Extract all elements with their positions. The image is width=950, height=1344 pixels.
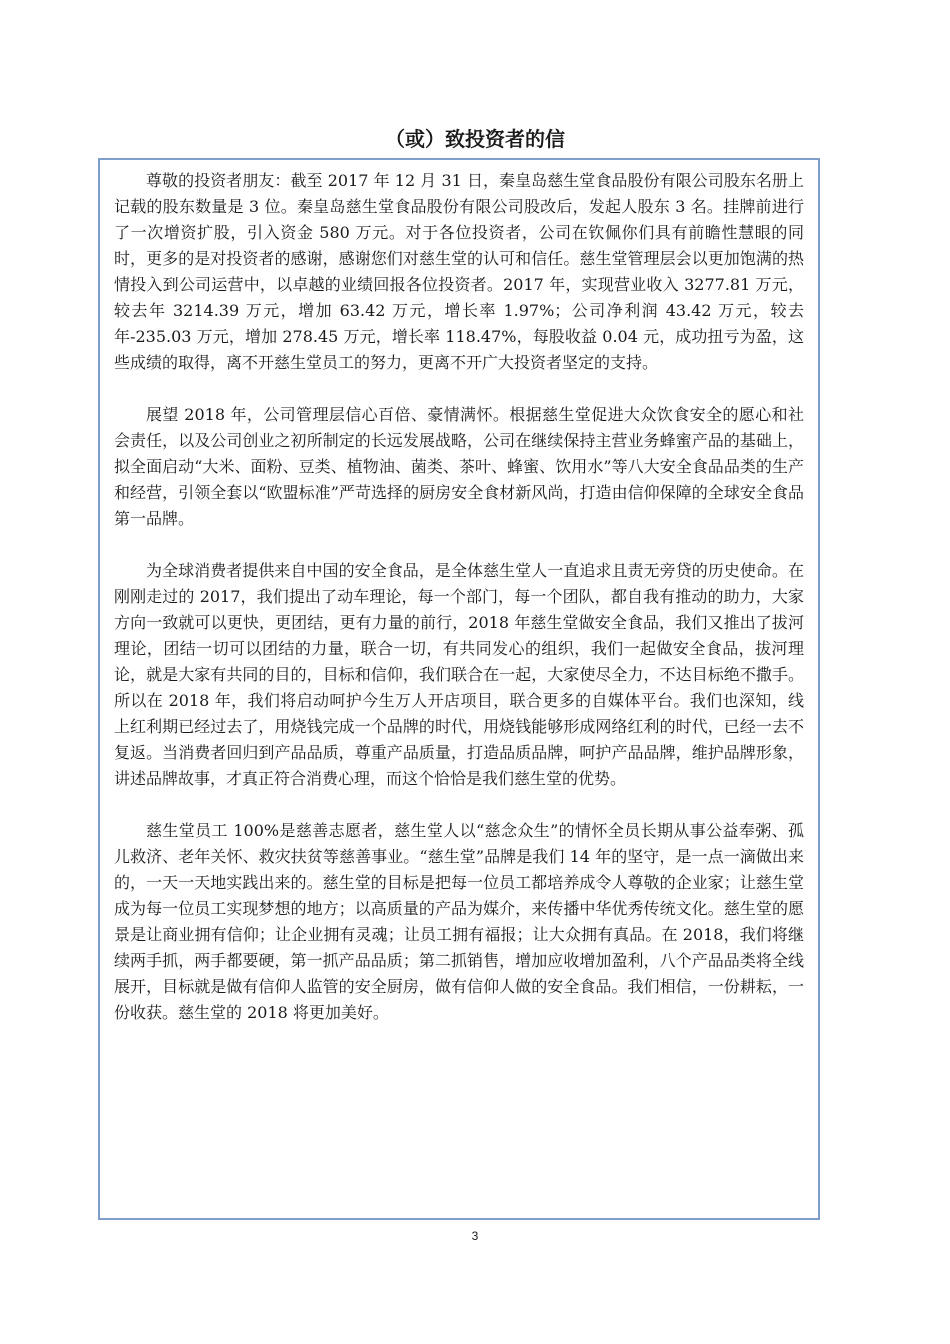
letter-paragraph-2: 展望 2018 年，公司管理层信心百倍、豪情满怀。根据慈生堂促进大众饮食安全的愿心和社会责任，以及公司创业之初所制定的长远发展战略，公司在继续保持主营业务蜂蜜产品的基础上，拟全面启动“大米、面粉、豆类、植物油、菌类、茶叶、蜂蜜、饮用水”等八大安全食品品类的生产和经营，引领全套以“欧盟标准”严苛选择的厨房安全食材新风尚，打造由信仰保障的全球安全食品第一品牌。 (114, 405, 804, 528)
letter-paragraph-3: 为全球消费者提供来自中国的安全食品，是全体慈生堂人一直追求且责无旁贷的历史使命。在刚刚走过的 2017，我们提出了动车理论，每一个部门，每一个团队，都自我有推动的助力，大家方向一致就可以更快，更团结，更有力量的前行，2018 年慈生堂做安全食品，我们又推出了拔河理论，团结一切可以团结的力量，联合一切，有共同发心的组织，我们一起做安全食品，拔河理论，就是大家有共同的目的，目标和信仰，我们联合在一起，大家使尽全力，不达目标绝不撒手。所以在 2018 年，我们将启动呵护今生万人开店项目，联合更多的自媒体平台。我们也深知，线上红利期已经过去了，用烧钱完成一个品牌的时代，用烧钱能够形成网络红利的时代，已经一去不复返。当消费者回归到产品品质，尊重产品质量，打造品质品牌，呵护产品品牌，维护品牌形象，讲述品牌故事，才真正符合消费心理，而这个恰恰是我们慈生堂的优势。 (114, 561, 804, 788)
page-number: 3 (471, 1229, 479, 1243)
letter-paragraph-4: 慈生堂员工 100%是慈善志愿者，慈生堂人以“慈念众生”的情怀全员长期从事公益奉粥、孤儿救济、老年关怀、救灾扶贫等慈善事业。“慈生堂”品牌是我们 14 年的坚守，是一点一滴做出来的，一天一天地实践出来的。慈生堂的目标是把每一位员工都培养成令人尊敬的企业家；让慈生堂成为每一位员工实现梦想的地方；以高质量的产品为媒介，来传播中华优秀传统文化。慈生堂的愿景是让商业拥有信仰；让企业拥有灵魂；让员工拥有福报；让大众拥有真品。在 2018，我们将继续两手抓，两手都要硬，第一抓产品品质；第二抓销售，增加应收增加盈利，八个产品品类将全线展开，目标就是做有信仰人监管的安全厨房，做有信仰人做的安全食品。我们相信，一份耕耘，一份收获。慈生堂的 2018 将更加美好。 (114, 821, 804, 1022)
letter-box (98, 158, 820, 1220)
letter-paragraph-1: 尊敬的投资者朋友：截至 2017 年 12 月 31 日，秦皇岛慈生堂食品股份有限公司股东名册上记载的股东数量是 3 位。秦皇岛慈生堂食品股份有限公司股改后，发起人股东 3 名。挂牌前进行了一次增资扩股，引入资金 580 万元。对于各位投资者，公司在钦佩你们具有前瞻性慧眼的同时，更多的是对投资者的感谢，感谢您们对慈生堂的认可和信任。慈生堂管理层会以更加饱满的热情投入到公司运营中，以卓越的业绩回报各位投资者。2017 年，实现营业收入 3277.81 万元，较去年 3214.39 万元，增加 63.42 万元，增长率 1.97%；公司净利润 43.42 万元，较去年-235.03 万元，增加 278.45 万元，增长率 118.47%，每股收益 0.04 元，成功扭亏为盈，这些成绩的取得，离不开慈生堂员工的努力，更离不开广大投资者坚定的支持。 (114, 171, 804, 372)
page-title: （或）致投资者的信 (385, 127, 565, 151)
